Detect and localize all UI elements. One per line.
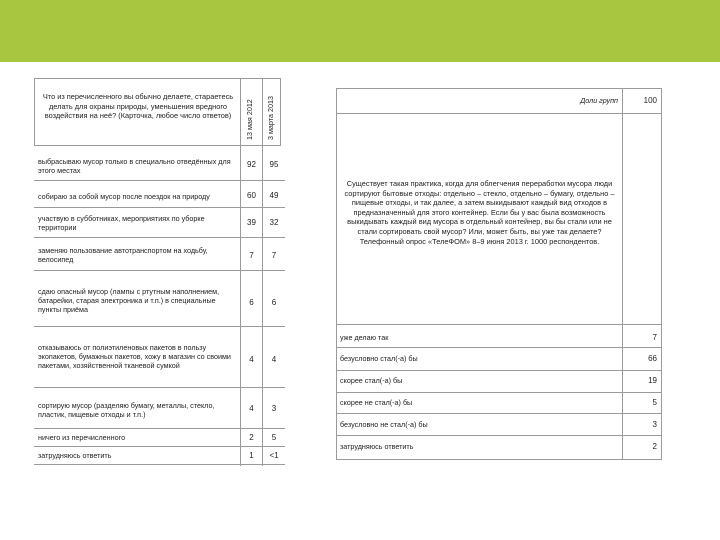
row-divider <box>34 428 285 429</box>
left-row-value-2012: 60 <box>247 191 256 200</box>
left-row-value-2013: <1 <box>269 451 279 460</box>
right-row-label: скорее стал(-а) бы <box>340 376 403 385</box>
left-row-value-2012: 4 <box>249 404 254 413</box>
col-header-2012: 13 мая 2012 <box>245 99 254 140</box>
row-divider <box>34 207 285 208</box>
row-divider <box>34 270 285 271</box>
row-divider <box>34 387 285 388</box>
left-row-label: собираю за собой мусор после поездок на природу <box>38 192 210 201</box>
left-row-value-2013: 32 <box>269 218 279 227</box>
right-header-divider <box>336 113 662 114</box>
right-row-label: скорее не стал(-а) бы <box>340 398 413 407</box>
row-divider <box>34 180 285 181</box>
left-table-question: Что из перечисленного вы обычно делаете, стараетесь делать для охраны природы, уменьшения вредного воздействия на неё? (Карточка, любое число ответов) <box>42 92 234 121</box>
right-row-value: 2 <box>652 442 657 451</box>
left-row-label: выбрасываю мусор только в специально отведённых для этого местах <box>38 157 231 175</box>
header-accent-bar <box>0 0 720 62</box>
right-row-value: 66 <box>648 354 657 363</box>
left-row-label: затрудняюсь ответить <box>38 451 112 460</box>
groups-share-label: Доли групп <box>580 96 618 105</box>
left-row-value-2013: 7 <box>271 251 277 260</box>
right-col-divider-upper <box>622 113 623 324</box>
left-row-value-2012: 2 <box>249 433 254 442</box>
right-row-label: затрудняюсь ответить <box>340 442 414 451</box>
col-header-2013: 3 марта 2013 <box>266 96 275 140</box>
row-divider <box>336 392 662 393</box>
row-divider <box>336 370 662 371</box>
left-row-value-2012: 7 <box>249 251 254 260</box>
right-row-label: безусловно стал(-а) бы <box>340 354 418 363</box>
left-row-value-2013: 49 <box>269 191 279 200</box>
right-row-label: уже делаю так <box>340 333 389 342</box>
right-header-col-divider <box>622 88 623 113</box>
right-row-label: безусловно не стал(-а) бы <box>340 420 428 429</box>
row-divider <box>34 464 285 465</box>
left-row-value-2012: 92 <box>247 160 256 169</box>
left-row-label: заменяю пользование автотранспортом на ходьбу, велосипед <box>38 246 208 264</box>
left-row-value-2013: 4 <box>271 355 277 364</box>
groups-share-value: 100 <box>643 96 657 105</box>
row-divider <box>336 347 662 348</box>
left-row-value-2012: 4 <box>249 355 254 364</box>
left-row-value-2012: 1 <box>249 451 254 460</box>
row-divider <box>34 326 285 327</box>
right-row-value: 7 <box>652 333 657 342</box>
right-row-value: 19 <box>648 376 657 385</box>
right-row-value: 3 <box>652 420 657 429</box>
row-divider <box>34 446 285 447</box>
left-row-value-2012: 39 <box>247 218 256 227</box>
left-row-label: сдаю опасный мусор (лампы с ртутным наполнением, батарейки, старая электроника и т.п.) в специальные пункты приёма <box>38 287 220 314</box>
left-row-label: участвую в субботниках, мероприятиях по уборке территории <box>38 214 205 232</box>
row-divider <box>336 435 662 436</box>
right-row-value: 5 <box>652 398 657 407</box>
left-row-label: ничего из перечисленного <box>38 433 126 442</box>
left-row-label: отказываюсь от полиэтиленовых пакетов в пользу экопакетов, бумажных пакетов, хожу в магазин со своими пакетами, хозяйственной тканевой сумкой <box>38 343 231 370</box>
left-row-value-2013: 5 <box>271 433 277 442</box>
left-row-label: сортирую мусор (разделяю бумагу, металлы, стекло, пластик, пищевые отходы и т.п.) <box>38 401 215 419</box>
left-row-value-2012: 6 <box>249 298 254 307</box>
row-divider <box>336 413 662 414</box>
left-row-value-2013: 3 <box>271 404 277 413</box>
left-row-value-2013: 95 <box>269 160 279 169</box>
row-divider <box>34 237 285 238</box>
left-row-value-2013: 6 <box>271 298 277 307</box>
row-divider <box>336 324 662 325</box>
survey-note: Существует такая практика, когда для облегчения переработки мусора люди сортируют бытовые отходы: отдельно – стекло, отдельно – бумагу, отдельно – пищевые отходы, и так далее, а затем выкидывают каждый вид отходов в предназначенный для этого контейнер. Если бы у вас была возможность выкидывать каждый вид мусора в отдельный контейнер, вы бы стали или не стали сортировать свой мусор? Или, может быть, вы уже так делаете? Телефонный опрос «ТелеФОМ» 8–9 июня 2013 г. 1000 респондентов. <box>344 179 615 246</box>
